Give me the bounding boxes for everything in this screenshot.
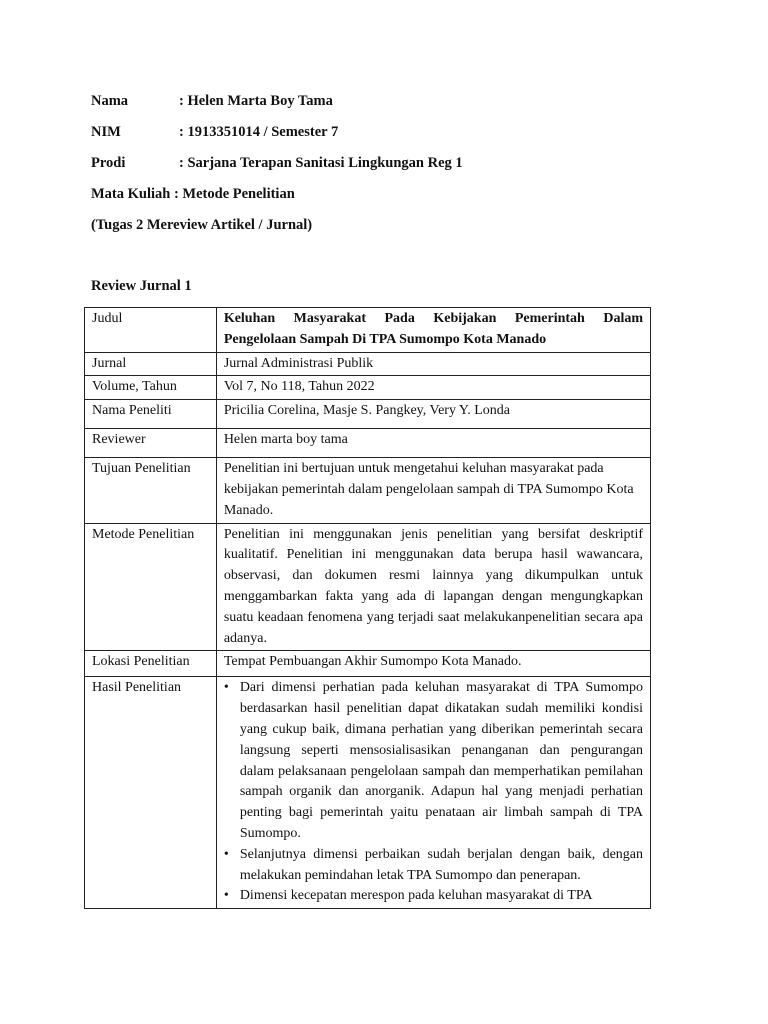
jurnal-value: Jurnal Administrasi Publik	[216, 352, 650, 376]
tujuan-label: Tujuan Penelitian	[85, 458, 217, 523]
tugas-line: (Tugas 2 Mereview Artikel / Jurnal)	[91, 217, 313, 233]
judul-label: Judul	[85, 308, 217, 353]
prodi-label: Prodi	[91, 155, 126, 171]
nim-label: NIM	[91, 124, 121, 140]
prodi-value: : Sarjana Terapan Sanitasi Lingkungan Reg 1	[179, 155, 463, 171]
nim-line	[91, 124, 338, 141]
peneliti-label: Nama Peneliti	[85, 400, 217, 429]
peneliti-value: Pricilia Corelina, Masje S. Pangkey, Very Y. Londa	[216, 400, 650, 429]
hasil-value	[216, 677, 650, 909]
mata-kuliah-line: Mata Kuliah : Metode Penelitian	[91, 186, 295, 202]
hasil-list	[224, 678, 643, 907]
reviewer-label: Reviewer	[85, 429, 217, 458]
volume-label: Volume, Tahun	[85, 376, 217, 400]
reviewer-value: Helen marta boy tama	[216, 429, 650, 458]
hasil-label: Hasil Penelitian	[85, 677, 217, 909]
review-table	[84, 307, 651, 909]
judul-value: Keluhan Masyarakat Pada Kebijakan Pemerintah Dalam Pengelolaan Sampah Di TPA Sumompo Kota Manado	[216, 308, 650, 353]
list-item: • Dari dimensi perhatian pada keluhan masyarakat di TPA Sumompo berdasarkan hasil penelitian dapat dikatakan sudah memiliki kondisi yang cukup baik, dimana perhatian yang diberikan pemerintah secara langsung seperti mensosialisasikan penanganan dan pengurangan dalam pelaksanaan pengelolaan sampah dan memperhatikan pemilahan sampah organik dan anorganik. Adapun hal yang menjadi perhatian penting bagi pemerintah yaitu penataan air limbah sampah di TPA Sumompo.	[240, 678, 643, 844]
metode-value: Penelitian ini menggunakan jenis penelitian yang bersifat deskriptif kualitatif. Penelitian ini menggunakan data berupa hasil wawancara, observasi, dan dokumen resmi lainnya yang dikumpulkan untuk menggambarkan fakta yang ada di lapangan dengan mengungkapkan suatu keadaan fenomena yang terjadi saat melakukanpenelitian secara apa adanya.	[216, 523, 650, 651]
lokasi-label: Lokasi Penelitian	[85, 651, 217, 677]
table-row-jurnal	[85, 352, 651, 376]
table-row-hasil	[85, 677, 651, 909]
table-row-reviewer	[85, 429, 651, 458]
table-row-metode	[85, 523, 651, 651]
review-title: Review Jurnal 1	[91, 278, 192, 294]
list-item: • Dimensi kecepatan merespon pada keluhan masyarakat di TPA	[240, 886, 643, 907]
nama-label: Nama	[91, 93, 129, 109]
table-row-judul	[85, 308, 651, 353]
metode-label: Metode Penelitian	[85, 523, 217, 651]
list-item: • Selanjutnya dimensi perbaikan sudah berjalan dengan baik, dengan melakukan pemindahan letak TPA Sumompo dan penerapan.	[240, 845, 643, 887]
volume-value: Vol 7, No 118, Tahun 2022	[216, 376, 650, 400]
lokasi-value: Tempat Pembuangan Akhir Sumompo Kota Manado.	[216, 651, 650, 677]
table-row-lokasi	[85, 651, 651, 677]
nama-line	[91, 93, 333, 110]
nim-value: : 1913351014 / Semester 7	[179, 124, 339, 140]
nama-value: : Helen Marta Boy Tama	[179, 93, 333, 109]
table-row-tujuan	[85, 458, 651, 523]
prodi-line	[91, 155, 463, 172]
table-row-volume	[85, 376, 651, 400]
tujuan-value: Penelitian ini bertujuan untuk mengetahui keluhan masyarakat pada kebijakan pemerintah dalam pengelolaan sampah di TPA Sumompo Kota Manado.	[216, 458, 650, 523]
jurnal-label: Jurnal	[85, 352, 217, 376]
table-row-peneliti	[85, 400, 651, 429]
